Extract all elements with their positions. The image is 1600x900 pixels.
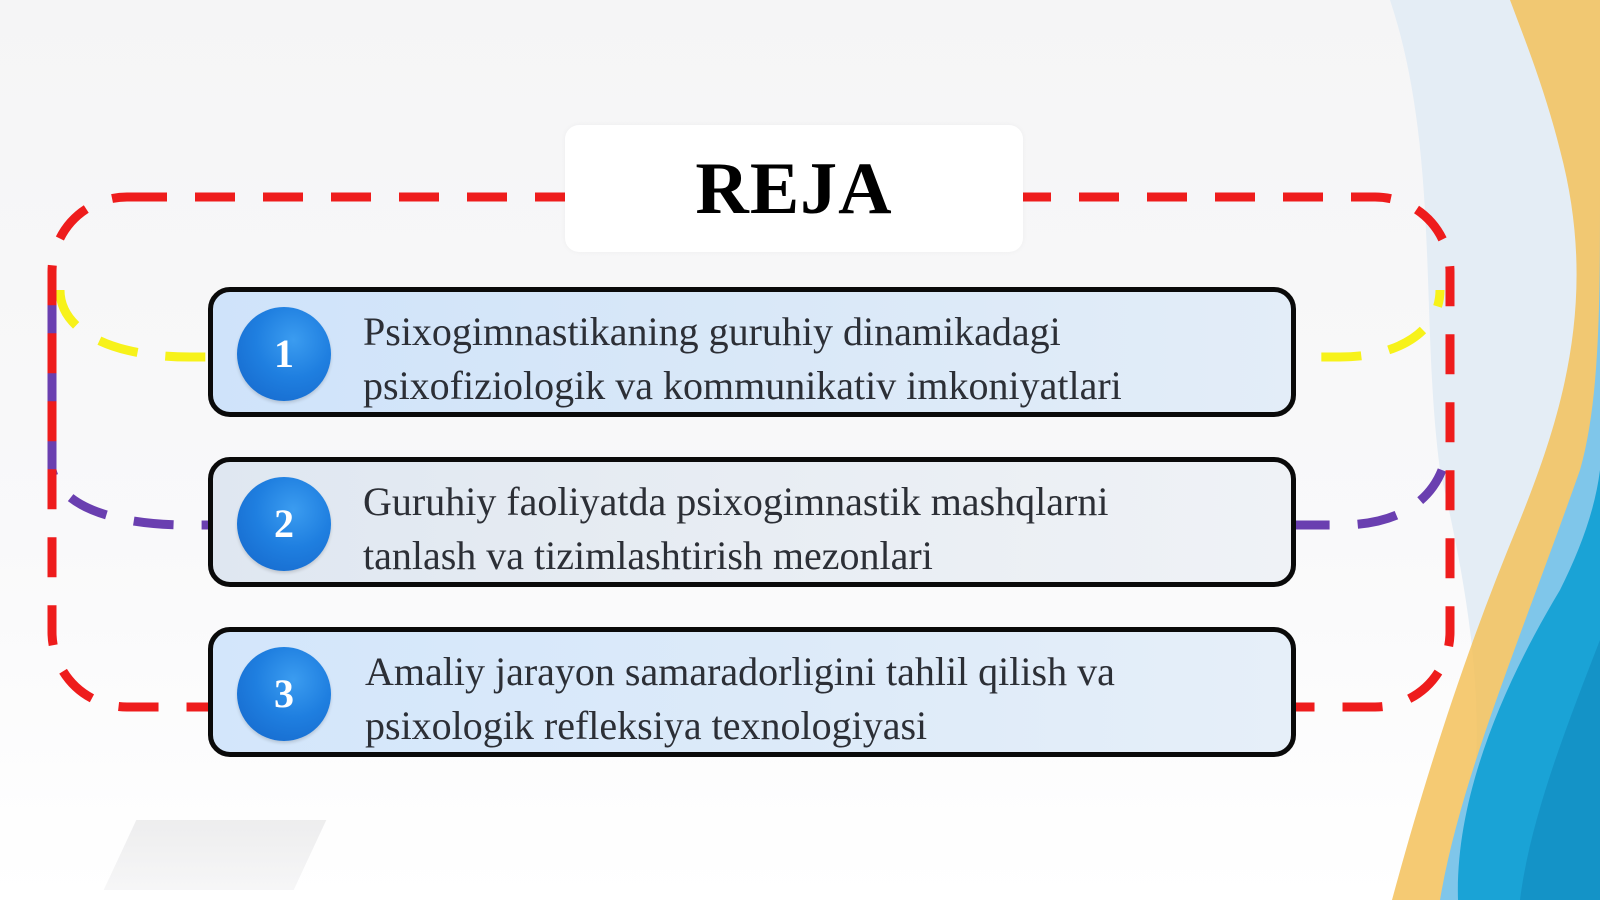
number-badge [237,477,331,571]
plan-item-line: Amaliy jarayon samaradorligini tahlil qilish va [365,649,1115,694]
plan-item-2[interactable] [208,457,1296,587]
plan-item-text [365,645,1261,753]
plan-item-line: psixologik refleksiya texnologiyasi [365,703,928,748]
number-badge-text: 3 [274,671,294,716]
number-badge [237,647,331,741]
plan-item-3[interactable] [208,627,1296,757]
plan-item-line: Guruhiy faoliyatda psixogimnastik mashqlarni [363,479,1109,524]
number-badge [237,307,331,401]
plan-item-line: psixofiziologik va kommunikativ imkoniyatlari [363,363,1122,408]
number-badge-text: 1 [274,331,294,376]
plan-item-text [363,475,1261,583]
plan-item-1[interactable] [208,287,1296,417]
slide-title: REJA [695,147,893,230]
plan-item-line: Psixogimnastikaning guruhiy dinamikadagi [363,309,1061,354]
plan-item-line: tanlash va tizimlashtirish mezonlari [363,533,933,578]
floor-shadow [104,820,327,890]
title-box [565,125,1023,252]
number-badge-text: 2 [274,501,294,546]
plan-item-text [363,305,1261,413]
